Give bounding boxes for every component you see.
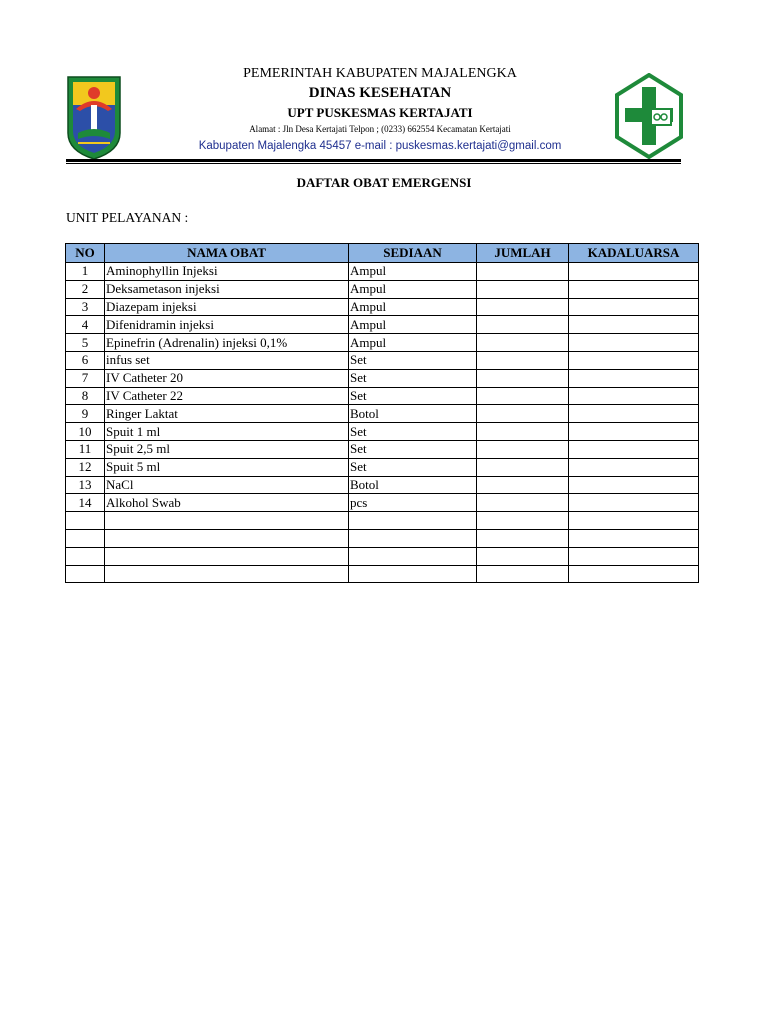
cell-kadaluarsa [569, 405, 699, 423]
column-header-jumlah: JUMLAH [477, 244, 569, 263]
cell-nama-obat: Spuit 1 ml [105, 423, 349, 441]
cell-nama-obat [105, 512, 349, 530]
cell-jumlah [477, 280, 569, 298]
table-row [66, 547, 699, 565]
cell-no: 12 [66, 458, 105, 476]
cell-no: 13 [66, 476, 105, 494]
cell-sediaan: Ampul [349, 316, 477, 334]
table-row [66, 405, 699, 423]
cell-nama-obat: Spuit 2,5 ml [105, 440, 349, 458]
table-row [66, 458, 699, 476]
cell-jumlah [477, 494, 569, 512]
cell-kadaluarsa [569, 440, 699, 458]
table-row [66, 423, 699, 441]
majalengka-emblem-icon [64, 75, 124, 161]
header-contact: Kabupaten Majalengka 45457 e-mail : puskesmas.kertajati@gmail.com [198, 140, 562, 152]
cell-nama-obat: Aminophyllin Injeksi [105, 263, 349, 281]
cell-sediaan: Set [349, 458, 477, 476]
column-header-sediaan: SEDIAAN [349, 244, 477, 263]
header-line-unit: UPT PUSKESMAS KERTAJATI [287, 105, 473, 120]
cell-sediaan [349, 565, 477, 583]
cell-kadaluarsa [569, 512, 699, 530]
cell-no [66, 529, 105, 547]
cell-jumlah [477, 316, 569, 334]
cell-kadaluarsa [569, 423, 699, 441]
cell-sediaan: Botol [349, 476, 477, 494]
table-row [66, 476, 699, 494]
cell-nama-obat: Diazepam injeksi [105, 298, 349, 316]
table-row [66, 263, 699, 281]
table-row [66, 369, 699, 387]
cell-sediaan: Ampul [349, 298, 477, 316]
header-rule-thick [66, 159, 681, 162]
cell-kadaluarsa [569, 334, 699, 352]
table-row [66, 298, 699, 316]
cell-jumlah [477, 298, 569, 316]
cell-sediaan [349, 512, 477, 530]
puskesmas-logo-icon [615, 73, 683, 159]
cell-sediaan: Set [349, 387, 477, 405]
cell-no: 2 [66, 280, 105, 298]
cell-sediaan: Set [349, 369, 477, 387]
cell-no: 10 [66, 423, 105, 441]
document-title: DAFTAR OBAT EMERGENSI [296, 175, 472, 190]
cell-jumlah [477, 458, 569, 476]
cell-jumlah [477, 423, 569, 441]
table-row [66, 565, 699, 583]
cell-nama-obat: Epinefrin (Adrenalin) injeksi 0,1% [105, 334, 349, 352]
cell-kadaluarsa [569, 369, 699, 387]
cell-no: 9 [66, 405, 105, 423]
cell-kadaluarsa [569, 529, 699, 547]
cell-no: 1 [66, 263, 105, 281]
cell-sediaan: Botol [349, 405, 477, 423]
column-header-no: NO [66, 244, 105, 263]
header-line-department: DINAS KESEHATAN [308, 85, 452, 101]
cell-nama-obat: infus set [105, 351, 349, 369]
cell-kadaluarsa [569, 565, 699, 583]
cell-jumlah [477, 565, 569, 583]
table-row [66, 316, 699, 334]
table-row [66, 334, 699, 352]
cell-sediaan: Ampul [349, 263, 477, 281]
cell-kadaluarsa [569, 263, 699, 281]
cell-no: 8 [66, 387, 105, 405]
cell-no [66, 547, 105, 565]
table-row [66, 494, 699, 512]
cell-jumlah [477, 351, 569, 369]
cell-no: 11 [66, 440, 105, 458]
cell-no: 4 [66, 316, 105, 334]
cell-kadaluarsa [569, 494, 699, 512]
cell-jumlah [477, 334, 569, 352]
cell-kadaluarsa [569, 476, 699, 494]
cell-nama-obat [105, 547, 349, 565]
cell-kadaluarsa [569, 351, 699, 369]
column-header-nama-obat: NAMA OBAT [105, 244, 349, 263]
cell-no: 14 [66, 494, 105, 512]
column-header-kadaluarsa: KADALUARSA [569, 244, 699, 263]
cell-kadaluarsa [569, 458, 699, 476]
cell-nama-obat: NaCl [105, 476, 349, 494]
cell-no [66, 565, 105, 583]
table-row [66, 351, 699, 369]
cell-jumlah [477, 512, 569, 530]
cell-jumlah [477, 405, 569, 423]
cell-jumlah [477, 369, 569, 387]
cell-kadaluarsa [569, 547, 699, 565]
table-row [66, 280, 699, 298]
cell-nama-obat [105, 529, 349, 547]
cell-no: 6 [66, 351, 105, 369]
cell-sediaan [349, 529, 477, 547]
table-row [66, 529, 699, 547]
header-address: Alamat : Jln Desa Kertajati Telpon ; (0233) 662554 Kecamatan Kertajati [249, 124, 511, 134]
cell-nama-obat [105, 565, 349, 583]
cell-kadaluarsa [569, 387, 699, 405]
table-header-row [66, 244, 699, 263]
table-row [66, 512, 699, 530]
header-line-government: PEMERINTAH KABUPATEN MAJALENGKA [243, 66, 517, 81]
cell-jumlah [477, 263, 569, 281]
cell-sediaan [349, 547, 477, 565]
cell-sediaan: Set [349, 351, 477, 369]
cell-kadaluarsa [569, 316, 699, 334]
cell-jumlah [477, 476, 569, 494]
table-row [66, 387, 699, 405]
cell-jumlah [477, 547, 569, 565]
cell-nama-obat: IV Catheter 22 [105, 387, 349, 405]
cell-jumlah [477, 387, 569, 405]
cell-no [66, 512, 105, 530]
unit-label: UNIT PELAYANAN : [66, 210, 189, 225]
cell-kadaluarsa [569, 280, 699, 298]
cell-sediaan: Ampul [349, 334, 477, 352]
cell-nama-obat: Deksametason injeksi [105, 280, 349, 298]
cell-no: 7 [66, 369, 105, 387]
cell-nama-obat: Alkohol Swab [105, 494, 349, 512]
medicine-table [65, 243, 699, 583]
table-body [66, 263, 699, 583]
cell-jumlah [477, 440, 569, 458]
cell-nama-obat: Spuit 5 ml [105, 458, 349, 476]
table-row [66, 440, 699, 458]
header-rule-thin [66, 163, 681, 164]
cell-no: 3 [66, 298, 105, 316]
cell-nama-obat: Difenidramin injeksi [105, 316, 349, 334]
cell-sediaan: Ampul [349, 280, 477, 298]
cell-sediaan: pcs [349, 494, 477, 512]
cell-nama-obat: Ringer Laktat [105, 405, 349, 423]
letterhead [0, 0, 768, 170]
cell-nama-obat: IV Catheter 20 [105, 369, 349, 387]
cell-jumlah [477, 529, 569, 547]
cell-sediaan: Set [349, 440, 477, 458]
cell-kadaluarsa [569, 298, 699, 316]
cell-sediaan: Set [349, 423, 477, 441]
cell-no: 5 [66, 334, 105, 352]
